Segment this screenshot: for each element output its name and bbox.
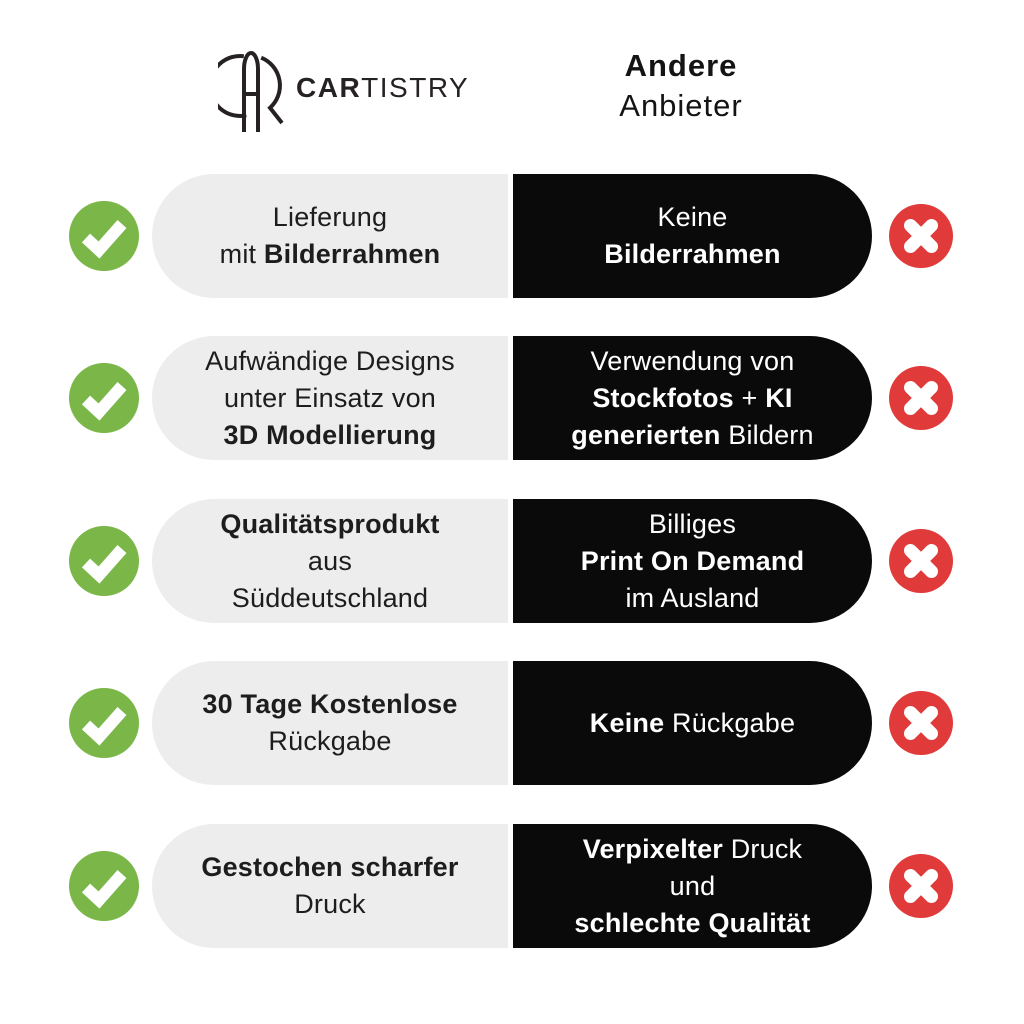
pill-line [268,723,391,760]
pill-line [202,686,457,723]
brand-wordmark-rest: TISTRY [361,72,470,103]
pill-text-segment: und [669,870,716,901]
comparison-row [0,661,1024,785]
cartistry-monogram-icon [218,49,288,137]
brand-wordmark [296,72,469,104]
competitor-header [619,46,742,126]
pill-line [604,236,780,273]
pill-line [201,849,458,886]
competitor-pill [513,174,872,298]
pill-text-segment: Gestochen scharfer [201,852,459,882]
pill-line [571,417,813,454]
cartistry-pill [152,174,508,298]
comparison-row [0,174,1024,298]
pill-text-segment: unter Einsatz von [223,382,437,413]
pill-line [583,831,803,868]
brand-header [218,49,470,137]
pill-line [592,380,792,417]
pill-text-segment: Print On Demand [580,545,805,576]
pill-text-segment: Druck [723,833,803,864]
comparison-row [0,499,1024,623]
check-icon [69,201,139,271]
brand-wordmark-bold: CAR [296,72,362,103]
pill-text-segment: Billiges [648,508,737,539]
competitor-pill [513,661,872,785]
check-icon [69,688,139,758]
cross-icon [889,691,953,755]
pill-line [574,905,810,942]
pill-text-segment: schlechte Qualität [574,907,811,938]
competitor-pill [513,499,872,623]
competitor-pill [513,336,872,460]
pill-line [273,199,387,236]
pill-line [224,380,436,417]
cartistry-pill [152,336,508,460]
pill-text-segment: aus [307,545,353,576]
pill-text-segment: Bilderrahmen [604,239,781,269]
pill-text-segment: Verpixelter [582,833,724,864]
pill-text-segment: Stockfotos [592,382,734,413]
check-icon [69,363,139,433]
pill-text-segment: 30 Tage Kostenlose [202,689,458,719]
cross-icon [889,366,953,430]
pill-line [205,343,455,380]
pill-text-segment: Druck [294,889,366,919]
pill-text-segment: Bilderrahmen [263,239,441,269]
competitor-header-line1: Andere [624,48,738,83]
cross-icon [889,854,953,918]
pill-text-segment: mit [219,239,264,269]
pill-line [294,886,366,923]
comparison-row [0,336,1024,460]
pill-line [591,343,795,380]
pill-text-segment: Bildern [720,419,814,450]
pill-line [220,506,439,543]
cross-icon [889,529,953,593]
pill-line [625,580,759,617]
cartistry-pill [152,499,508,623]
pill-text-segment: KI [765,382,793,413]
pill-line [223,417,436,454]
cartistry-pill [152,824,508,948]
pill-text-segment: Verwendung von [590,345,795,376]
pill-text-segment: Süddeutschland [231,582,429,613]
competitor-header-line2: Anbieter [619,88,743,123]
pill-line [590,705,795,742]
pill-line [657,199,727,236]
check-icon [69,526,139,596]
pill-line [581,543,805,580]
pill-text-segment: Aufwändige Designs [205,345,455,376]
pill-line [670,868,716,905]
check-icon [69,851,139,921]
pill-text-segment: Qualitätsprodukt [220,508,440,539]
pill-text-segment: Rückgabe [268,726,392,756]
pill-text-segment: Keine [657,202,728,232]
pill-text-segment: 3D Modellierung [223,419,437,450]
comparison-row [0,824,1024,948]
pill-text-segment: Rückgabe [664,707,796,738]
cartistry-pill [152,661,508,785]
pill-text-segment: + [733,382,766,413]
pill-text-segment: generierten [571,419,721,450]
pill-text-segment: Keine [589,707,665,738]
pill-line [649,506,736,543]
pill-line [232,580,428,617]
pill-text-segment: Lieferung [272,202,388,232]
competitor-pill [513,824,872,948]
pill-line [308,543,352,580]
pill-text-segment: im Ausland [625,582,760,613]
pill-line [220,236,441,273]
cross-icon [889,204,953,268]
